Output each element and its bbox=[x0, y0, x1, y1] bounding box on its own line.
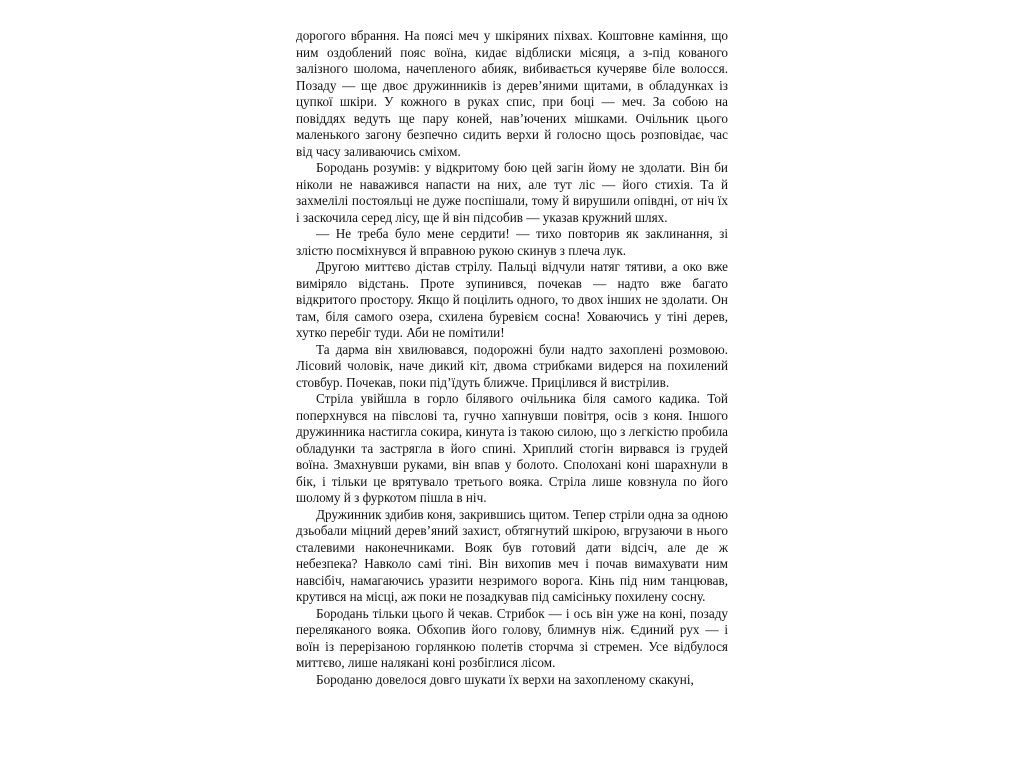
paragraph-9: Бороданю довелося довго шукати їх верхи на захопленому скакуні, bbox=[316, 671, 694, 687]
paragraph-6: Стріла увійшла в горло білявого очільника біля самого кадика. Той поперхнувся на півслові та, гучно хапнувши повітря, осів з коня. Іншого дружинника настигла сокира, кинута із такою силою, що з легкістю пробила обладунки та застрягла в його спині. Хриплий стогін вирвався із грудей воїна. Змахнувши руками, він впав у болото. Сполохані коні шарахнули в бік, і тільки це врятувало третього вояка. Стріла лише ковзнула по його шолому й з фуркотом пішла в ніч. bbox=[296, 391, 728, 505]
paragraph-1: дорогого вбрання. На поясі меч у шкіряних піхвах. Коштовне каміння, що ним оздоблений пояс воїна, кидає відблиски місяця, а з-під кованого залізного шолома, начепленого абияк, вибивається кучеряве біле волосся. Позаду — ще двоє дружинників із дерев’яними щитами, в обладунках із цупкої шкіри. У кожного в руках спис, при боці — меч. За собою на повіддях ведуть ще пару коней, нав’ючених мішками. Очільник цього маленького загону безпечно сидить верхи й голосно щось розповідає, час від часу заливаючись сміхом. bbox=[296, 28, 728, 159]
paragraph-8: Бородань тільки цього й чекав. Стрибок — і ось він уже на коні, позаду переляканого вояка. Обхопив його голову, блимнув ніж. Єдиний рух — і воїн із перерізаною горлянкою полетів сторчма зі стремен. Усе відбулося миттєво, лише налякані коні розбіглися лісом. bbox=[296, 605, 728, 670]
paragraph-4: Другою миттєво дістав стрілу. Пальці відчули натяг тятиви, а око вже виміряло відстань. Проте зупинився, почекав — надто вже багато відкритого простору. Якщо й поцілить одного, то двох інших не здолати. Он там, біля самого озера, схилена буревієм сосна! Ховаючись у тіні дерев, хутко перебіг туди. Аби не помітили! bbox=[296, 259, 728, 340]
paragraph-2: Бородань розумів: у відкритому бою цей загін йому не здолати. Він би ніколи не наважився напасти на них, але тут ліс — його стихія. Та й захмелілі постояльці не дуже поспішали, тому й вирушили опівдні, от ніч їх і заскочила серед лісу, ще й він підсобив — указав кружний шлях. bbox=[296, 160, 728, 225]
paragraph-3: — Не треба було мене сердити! — тихо повторив як заклинання, зі злістю посміхнувся й вправною рукою скинув з плеча лук. bbox=[296, 226, 728, 258]
document-page bbox=[296, 28, 728, 688]
paragraph-5: Та дарма він хвилювався, подорожні були надто захоплені розмовою. Лісовий чоловік, наче дикий кіт, двома стрибками видерся на похилений стовбур. Почекав, поки під’їдуть ближче. Прицілився й вистрілив. bbox=[296, 341, 728, 390]
paragraph-7: Дружинник здибив коня, закрившись щитом. Тепер стріли одна за одною дзьобали міцний дерев’яний захист, обтягнутий шкірою, вгрузаючи в нього сталевими наконечниками. Вояк був готовий дати відсіч, але де ж небезпека? Навколо самі тіні. Він вихопив меч і почав вимахувати ним навсібіч, намагаючись уразити незримого ворога. Кінь під ним танцював, крутився на місці, аж поки не позадкував під самісіньку похилену сосну. bbox=[296, 506, 728, 604]
